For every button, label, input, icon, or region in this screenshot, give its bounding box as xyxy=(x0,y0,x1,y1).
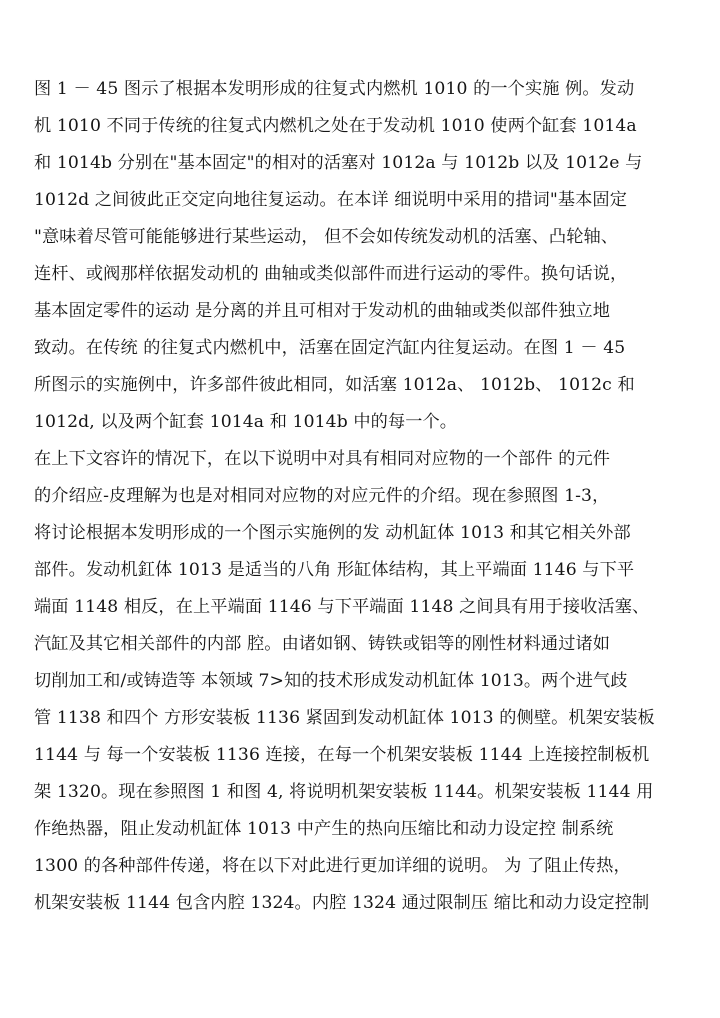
text-line: 致动。在传统 的往复式内燃机中，活塞在固定汽缸内往复运动。在图 1 － 45 xyxy=(34,338,626,358)
text-line: 连杆、或阀那样依据发动机的 曲轴或类似部件而进行运动的零件。换句话说， xyxy=(34,264,628,284)
text-line: 将讨论根据本发明形成的一个图示实施例的发 动机缸体 1013 和其它相关外部 xyxy=(34,523,631,543)
text-line: 1012d 之间彼此正交定向地往复运动。在本详 细说明中采用的措词"基本固定 xyxy=(34,190,628,210)
text-line: 图 1 － 45 图示了根据本发明形成的往复式内燃机 1010 的一个实施 例。发动 xyxy=(34,79,635,99)
text-line: 端面 1148 相反，在上平端面 1146 与下平端面 1148 之间具有用于接收活塞、 xyxy=(34,597,650,617)
text-line: 部件。发动机釭体 1013 是适当的八角 形缸体结构，其上平端面 1146 与下平 xyxy=(34,560,635,580)
text-line: 机架安装板 1144 包含内腔 1324。内腔 1324 通过限制压 缩比和动力设定控制 xyxy=(34,893,650,913)
text-line: "意味着尽管可能能够进行某些运动， 但不会如传统发动机的活塞、凸轮轴、 xyxy=(34,227,619,247)
text-line: 汽缸及其它相关部件的内部 腔。由诸如钢、铸铁或铝等的刚性材料通过诸如 xyxy=(34,634,611,654)
text-line: 基本固定零件的运动 是分离的并且可相对于发动机的曲轴或类似部件独立地 xyxy=(34,301,611,321)
text-line: 所图示的实施例中，许多部件彼此相同，如活塞 1012a、 1012b、 1012c 和 xyxy=(34,375,635,395)
text-line: 作绝热器，阻止发动机缸体 1013 中产生的热向压缩比和动力设定控 制系统 xyxy=(34,819,614,839)
text-line: 在上下文容许的情况下，在以下说明中对具有相同对应物的一个部件 的元件 xyxy=(34,449,611,469)
text-line: 管 1138 和四个 方形安装板 1136 紧固到发动机缸体 1013 的侧壁。机架安装板 xyxy=(34,708,655,728)
text-line: 和 1014b 分别在"基本固定"的相对的活塞对 1012a 与 1012b 以及 1012e 与 xyxy=(34,153,643,173)
text-line: 机 1010 不同于传统的往复式内燃机之处在于发动机 1010 使两个缸套 1014a xyxy=(34,116,637,136)
text-line: 1300 的各种部件传递，将在以下对此进行更加详细的说明。 为 了阻止传热， xyxy=(34,856,631,876)
text-line: 1144 与 每一个安装板 1136 连接，在每一个机架安装板 1144 上连接控制板机 xyxy=(34,745,650,765)
text-line: 切削加工和/或铸造等 本领域 7>知的技术形成发动机缸体 1013。两个进气歧 xyxy=(34,671,628,691)
text-line: 1012d, 以及两个缸套 1014a 和 1014b 中的每一个。 xyxy=(34,412,458,432)
text-line: 架 1320。现在参照图 1 和图 4, 将说明机架安装板 1144。机架安装板 1144 用 xyxy=(34,782,654,802)
text-line: 的介绍应-皮理解为也是对相同对应物的对应元件的介绍。现在参照图 1-3， xyxy=(34,486,610,506)
